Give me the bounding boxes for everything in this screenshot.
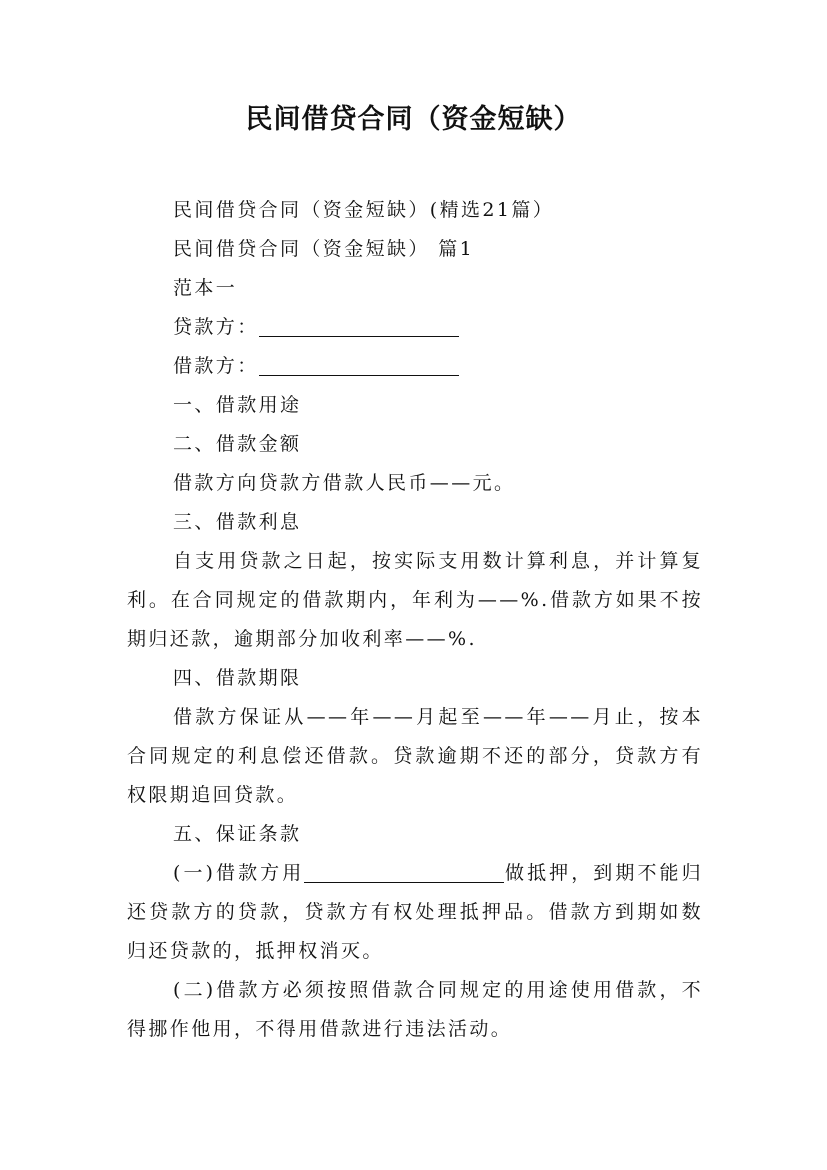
lender-line <box>127 308 703 347</box>
clause-one-prefix: (一)借款方用 <box>173 862 305 884</box>
template-label: 范本一 <box>173 277 238 299</box>
clause-two-paragraph: (二)借款方必须按照借款合同规定的用途使用借款，不得挪作他用，不得用借款进行违法活动。 <box>127 979 703 1040</box>
section-heading-term: 四、借款期限 <box>173 667 302 689</box>
section-heading-purpose: 一、借款用途 <box>173 394 302 416</box>
clause-one-paragraph <box>127 854 703 971</box>
lender-blank-line <box>259 314 459 337</box>
clause-one-suffix: 做抵押，到期不能归还贷款方的贷款，贷款方有权处理抵押品。借款方到期如数归还贷款的，抵押权消灭。 <box>127 862 703 962</box>
section-heading-amount: 二、借款金额 <box>173 433 302 455</box>
article-heading: 民间借贷合同（资金短缺） 篇1 <box>173 238 475 260</box>
section-heading-interest: 三、借款利息 <box>173 511 302 533</box>
lender-label: 贷款方： <box>173 316 259 338</box>
amount-paragraph: 借款方向贷款方借款人民币——元。 <box>173 472 516 494</box>
borrower-line <box>127 347 703 386</box>
document-title: 民间借贷合同（资金短缺） <box>245 104 582 135</box>
section-heading-guarantee: 五、保证条款 <box>173 823 302 845</box>
collection-heading: 民间借贷合同（资金短缺）(精选21篇） <box>173 199 555 221</box>
document-body <box>127 191 703 1049</box>
term-paragraph: 借款方保证从——年——月起至——年——月止，按本合同规定的利息偿还借款。贷款逾期不还的部分，贷款方有权限期追回贷款。 <box>127 706 703 806</box>
borrower-label: 借款方： <box>173 355 259 377</box>
interest-paragraph: 自支用贷款之日起，按实际支用数计算利息，并计算复利。在合同规定的借款期内，年利为——%.借款方如果不按期归还款，逾期部分加收利率——%. <box>127 550 703 650</box>
collateral-blank-line <box>304 860 504 883</box>
borrower-blank-line <box>259 353 459 376</box>
